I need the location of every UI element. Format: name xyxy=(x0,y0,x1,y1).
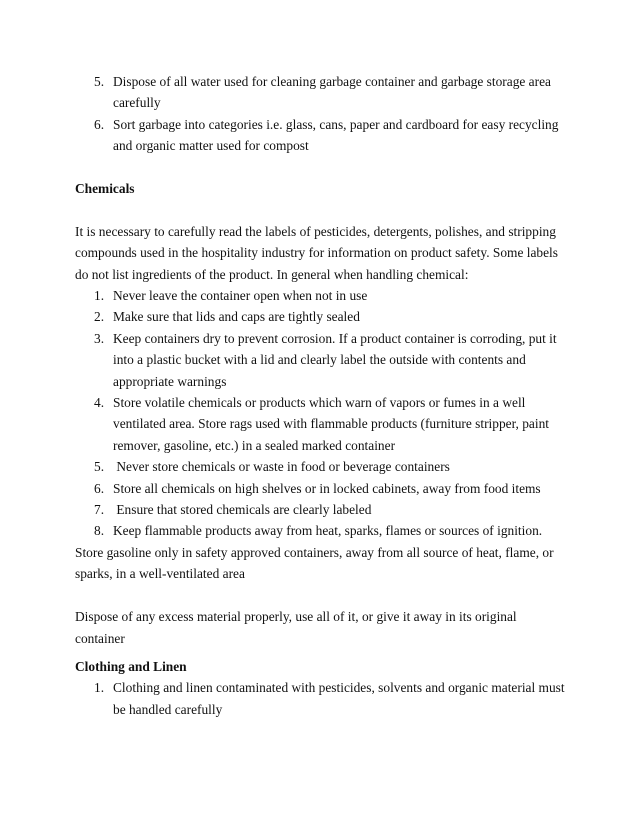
list-number: 1. xyxy=(94,680,105,696)
list-text: Make sure that lids and caps are tightly sealed xyxy=(113,309,360,325)
spacer xyxy=(0,585,638,606)
list-number: 4. xyxy=(94,395,105,411)
list-item xyxy=(0,306,638,327)
list-text: Keep flammable products away from heat, sparks, flames or sources of ignition. xyxy=(113,523,543,539)
garbage-list-section xyxy=(0,71,638,157)
list-number: 1. xyxy=(94,288,105,304)
list-text: Sort garbage into categories i.e. glass, cans, paper and cardboard for easy recycling and organic matter used for compost xyxy=(113,116,559,154)
section-heading-clothing: Clothing and Linen xyxy=(75,659,187,674)
list-text: Clothing and linen contaminated with pesticides, solvents and organic material must be handled carefully xyxy=(113,680,565,717)
list-number: 6. xyxy=(94,480,105,496)
list-text: Store all chemicals on high shelves or in locked cabinets, away from food items xyxy=(113,480,541,496)
list-item xyxy=(0,499,638,520)
section-heading-chemicals: Chemicals xyxy=(75,181,135,196)
list-item xyxy=(0,71,638,114)
gasoline-note: Store gasoline only in safety approved containers, away from all source of heat, flame, or sparks, in a well-ventilated area xyxy=(75,544,554,582)
chemicals-section xyxy=(0,178,638,649)
list-item xyxy=(0,456,638,477)
list-number: 5. xyxy=(94,74,105,89)
list-item xyxy=(0,677,638,720)
list-text: Ensure that stored chemicals are clearly labeled xyxy=(113,502,372,518)
list-text: Keep containers dry to prevent corrosion. If a product container is corroding, put it into a plastic bucket with a lid and clearly label the outside with contents and appropriate warnings xyxy=(113,330,557,389)
list-text: Never leave the container open when not in use xyxy=(113,288,368,304)
list-number: 8. xyxy=(94,523,105,539)
list-item xyxy=(0,285,638,306)
list-text: Dispose of all water used for cleaning garbage container and garbage storage area carefully xyxy=(113,74,551,111)
list-text: Store volatile chemicals or products which warn of vapors or fumes in a well ventilated area. Store rags used with flammable products (furniture stripper, paint remover, gasoline, etc.) in a sealed marked container xyxy=(113,395,550,453)
list-item xyxy=(0,392,638,456)
list-item xyxy=(0,328,638,392)
chemicals-list xyxy=(0,285,638,542)
clothing-section xyxy=(0,656,638,720)
list-number: 3. xyxy=(94,330,105,346)
list-number: 7. xyxy=(94,502,105,518)
chemicals-intro: It is necessary to carefully read the labels of pesticides, detergents, polishes, and stripping compounds used in the hospitality industry for information on product safety. Some labels do not list ingredients of the product. In general when handling chemical: xyxy=(75,223,558,282)
list-number: 6. xyxy=(94,116,105,132)
list-number: 5. xyxy=(94,459,105,475)
list-number: 2. xyxy=(94,309,105,325)
list-text: Never store chemicals or waste in food or beverage containers xyxy=(113,459,450,475)
dispose-note: Dispose of any excess material properly, use all of it, or give it away in its original container xyxy=(75,609,517,646)
clothing-list xyxy=(0,677,638,720)
list-item xyxy=(0,114,638,157)
spacer xyxy=(0,199,638,220)
list-item xyxy=(0,478,638,499)
list-item xyxy=(0,520,638,541)
garbage-list xyxy=(0,71,638,157)
